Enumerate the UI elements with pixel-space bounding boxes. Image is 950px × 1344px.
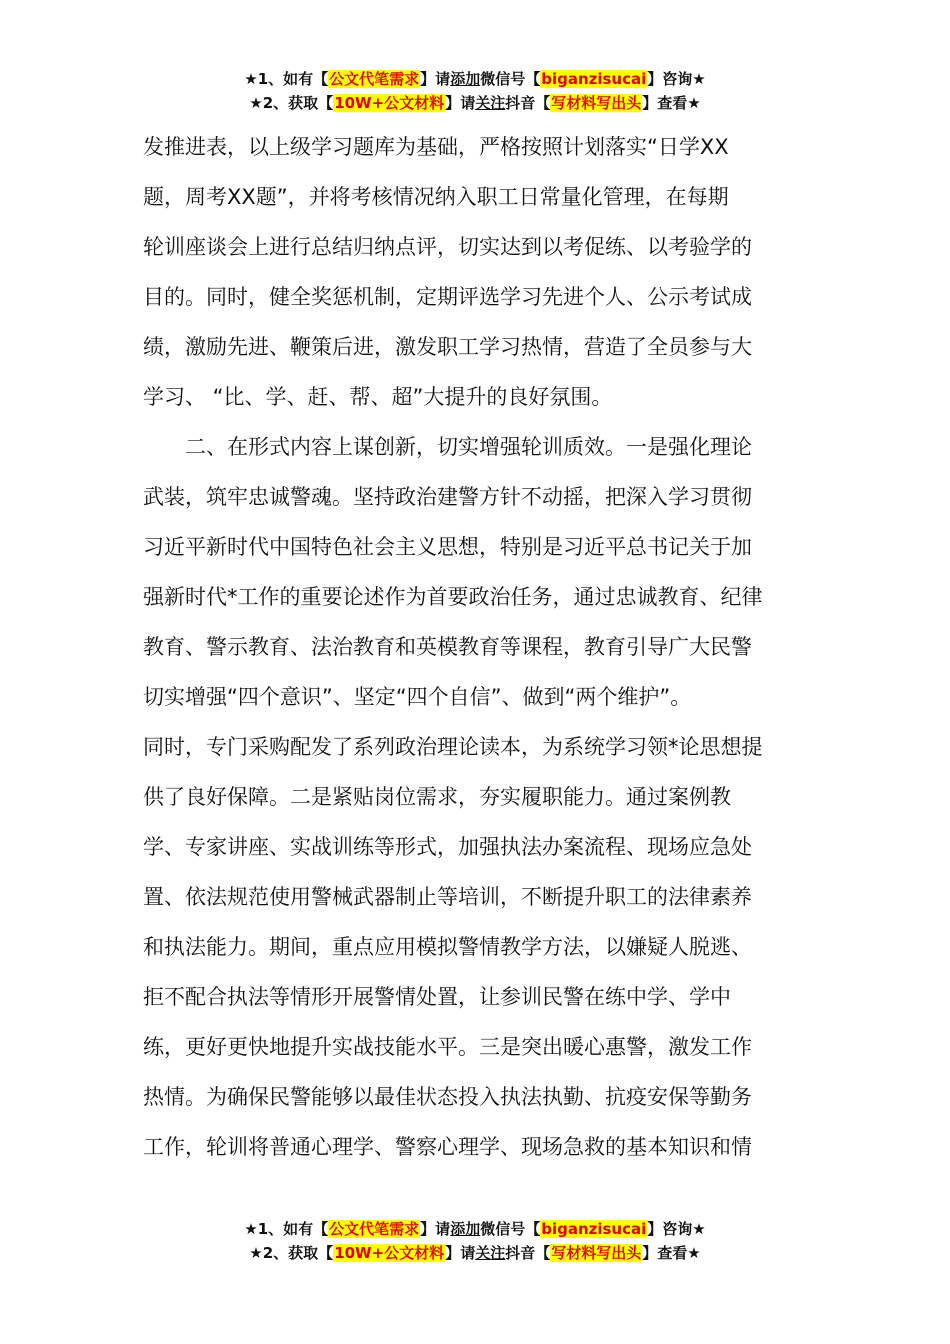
star-icon: ★ bbox=[249, 1244, 263, 1262]
banner-text: 微信号【 bbox=[480, 1220, 541, 1238]
banner-text: 】请 bbox=[445, 94, 476, 112]
wechat-id: biganzisucai bbox=[541, 1220, 647, 1238]
banner-text: 1、如有【 bbox=[257, 70, 329, 88]
highlight-text: 公文代笔需求 bbox=[329, 1220, 420, 1238]
star-icon: ★ bbox=[244, 1220, 258, 1238]
banner-line-1 bbox=[0, 68, 950, 92]
text-line: 习近平新时代中国特色社会主义思想，特别是习近平总书记关于加 bbox=[143, 535, 752, 559]
text-line: 武装，筑牢忠诚警魂。坚持政治建警方针不动摇，把深入学习贯彻 bbox=[143, 485, 752, 509]
banner-text: 】咨询★ bbox=[647, 1220, 706, 1238]
banner-text: 】咨询★ bbox=[647, 70, 706, 88]
text-line: 发推进表，以上级学习题库为基础，严格按照计划落实“日学XX bbox=[143, 135, 729, 159]
text-line: 热情。为确保民警能够以最佳状态投入执法执勤、抗疫安保等勤务 bbox=[143, 1085, 752, 1109]
banner-text: 2、获取【 bbox=[262, 94, 334, 112]
banner-text: 微信号【 bbox=[480, 70, 541, 88]
douyin-id: 写材料写出头 bbox=[551, 1244, 642, 1262]
text-line: 强新时代*工作的重要论述作为首要政治任务，通过忠诚教育、纪律 bbox=[143, 585, 763, 609]
text-line: 置、依法规范使用警械武器制止等培训，不断提升职工的法律素养 bbox=[143, 885, 752, 909]
text-line: 拒不配合执法等情形开展警情处置，让参训民警在练中学、学中 bbox=[143, 985, 731, 1009]
banner-line-2 bbox=[0, 92, 950, 116]
underlined-text: 关注 bbox=[475, 1244, 506, 1262]
text-line: 绩，激励先进、鞭策后进，激发职工学习热情，营造了全员参与大 bbox=[143, 335, 752, 359]
document-body bbox=[143, 122, 808, 1172]
underlined-text: 关注 bbox=[475, 94, 506, 112]
footer-banner bbox=[0, 1218, 950, 1266]
banner-text: 】查看★ bbox=[642, 1244, 701, 1262]
highlight-text: 10W+公文材料 bbox=[334, 1244, 445, 1262]
banner-line-1 bbox=[0, 1218, 950, 1242]
banner-text: 】请 bbox=[445, 1244, 476, 1262]
wechat-id: biganzisucai bbox=[541, 70, 647, 88]
underlined-text: 添加 bbox=[450, 1220, 481, 1238]
underlined-text: 添加 bbox=[450, 70, 481, 88]
banner-text: 】请 bbox=[420, 1220, 451, 1238]
star-icon: ★ bbox=[244, 70, 258, 88]
header-banner bbox=[0, 68, 950, 116]
text-line: 学、专家讲座、实战训练等形式，加强执法办案流程、现场应急处 bbox=[143, 835, 752, 859]
banner-text: 】查看★ bbox=[642, 94, 701, 112]
text-line: 目的。同时，健全奖惩机制，定期评选学习先进个人、公示考试成 bbox=[143, 285, 752, 309]
section-heading-line: 二、在形式内容上谋创新，切实增强轮训质效。一是强化理论 bbox=[185, 435, 752, 459]
banner-line-2 bbox=[0, 1242, 950, 1266]
text-line: 练，更好更快地提升实战技能水平。三是突出暖心惠警，激发工作 bbox=[143, 1035, 752, 1059]
banner-text: 】请 bbox=[420, 70, 451, 88]
highlight-text: 公文代笔需求 bbox=[329, 70, 420, 88]
text-line: 教育、警示教育、法治教育和英模教育等课程，教育引导广大民警 bbox=[143, 635, 752, 659]
text-line: 学习、 “比、学、赶、帮、超”大提升的良好氛围。 bbox=[143, 385, 613, 409]
text-line: 供了良好保障。二是紧贴岗位需求，夯实履职能力。通过案例教 bbox=[143, 785, 731, 809]
text-line: 轮训座谈会上进行总结归纳点评，切实达到以考促练、以考验学的 bbox=[143, 235, 752, 259]
text-line: 工作，轮训将普通心理学、警察心理学、现场急救的基本知识和情 bbox=[143, 1135, 752, 1159]
highlight-text: 10W+公文材料 bbox=[334, 94, 445, 112]
douyin-id: 写材料写出头 bbox=[551, 94, 642, 112]
text-line: 题，周考XX题”，并将考核情况纳入职工日常量化管理，在每期 bbox=[143, 185, 729, 209]
banner-text: 抖音【 bbox=[505, 1244, 551, 1262]
banner-text: 抖音【 bbox=[505, 94, 551, 112]
banner-text: 2、获取【 bbox=[262, 1244, 334, 1262]
banner-text: 1、如有【 bbox=[257, 1220, 329, 1238]
text-line: 切实增强“四个意识”、坚定“四个自信”、做到“两个维护”。 bbox=[143, 685, 692, 709]
text-line: 和执法能力。期间，重点应用模拟警情教学方法，以嫌疑人脱逃、 bbox=[143, 935, 752, 959]
text-line: 同时，专门采购配发了系列政治理论读本，为系统学习领*论思想提 bbox=[143, 735, 763, 759]
star-icon: ★ bbox=[249, 94, 263, 112]
